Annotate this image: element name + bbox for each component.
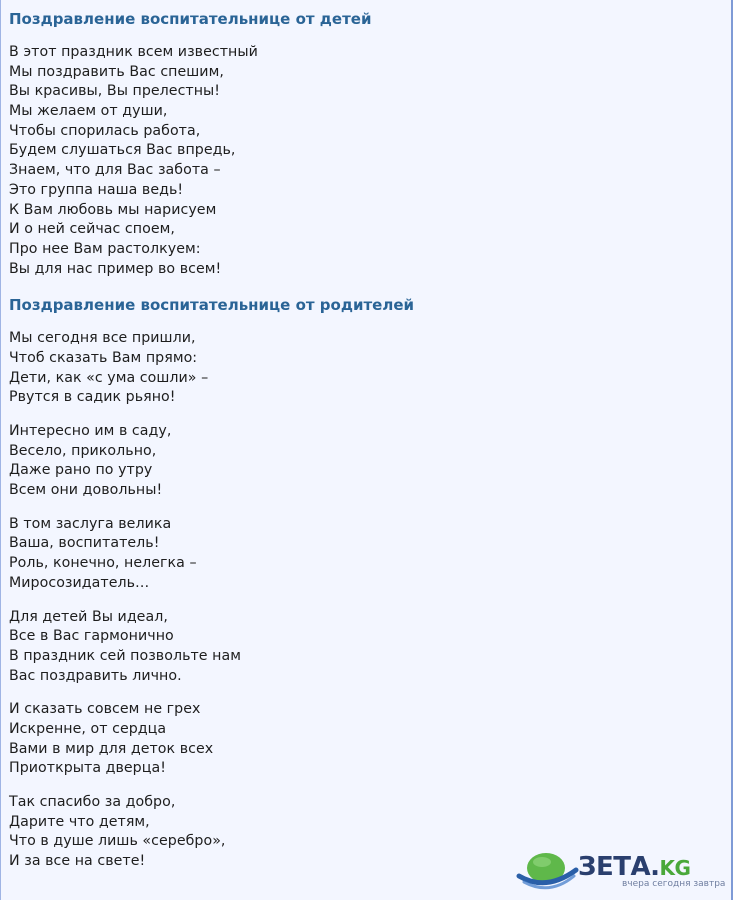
poem-line: Интересно им в саду,	[9, 423, 172, 439]
poem-line: Искренне, от сердца	[9, 720, 167, 737]
poem-line: Так спасибо за добро,	[9, 794, 176, 810]
poem-line: Мы сегодня все пришли,	[9, 330, 196, 347]
poem-line: Чтоб сказать Вам прямо:	[9, 349, 198, 366]
stanza	[9, 608, 709, 687]
section-heading-from-children: Поздравление воспитательнице от детей	[9, 10, 372, 28]
poem-line: Приоткрыта дверца!	[9, 760, 166, 777]
poem-line: Для детей Вы идеал,	[9, 608, 168, 625]
poem-line: Мы поздравить Вас спешим,	[9, 63, 224, 80]
stanza	[9, 700, 709, 779]
poem-from-children	[9, 43, 709, 279]
globe-icon	[516, 846, 580, 896]
stanza	[9, 422, 709, 501]
poem-line: Чтобы спорилась работа,	[9, 122, 201, 139]
article-content	[9, 9, 709, 872]
poem-line: Вы красивы, Вы прелестны!	[9, 83, 221, 100]
site-logo-watermark	[516, 846, 736, 896]
poem-line: Роль, конечно, нелегка –	[9, 555, 197, 572]
poem-line: Будем слушаться Вас впредь,	[9, 142, 236, 159]
section-heading-from-parents: Поздравление воспитательнице от родителей	[9, 296, 414, 315]
poem-line: В том заслуга велика	[9, 515, 172, 532]
stanza	[9, 515, 709, 594]
poem-line: Знаем, что для Вас забота –	[9, 162, 221, 179]
poem-line: Все в Вас гармонично	[9, 628, 174, 645]
stanza	[9, 43, 709, 279]
poem-line: Это группа наша ведь!	[9, 181, 184, 198]
poem-line: Вами в мир для деток всех	[9, 740, 214, 757]
poem-line: Рвутся в садик рьяно!	[9, 389, 176, 406]
poem-line: Всем они довольны!	[9, 482, 163, 499]
logo-brand: ЗЕТА.KG	[578, 852, 691, 882]
poem-line: В этот праздник всем известный	[9, 44, 258, 60]
poem-line: В праздник сей позвольте нам	[9, 647, 241, 664]
poem-line: Про нее Вам растолкуем:	[9, 240, 201, 257]
poem-line: Дети, как «с ума сошли» –	[9, 369, 209, 386]
poem-line: Вас поздравить лично.	[9, 667, 182, 684]
poem-line: Мы желаем от души,	[9, 103, 168, 120]
poem-line: И о ней сейчас споем,	[9, 221, 175, 238]
poem-line: Миросозидатель…	[9, 574, 150, 591]
poem-line: Даже рано по утру	[9, 462, 153, 479]
poem-line: Дарите что детям,	[9, 813, 150, 830]
poem-line: Ваша, воспитатель!	[9, 535, 160, 552]
poem-line: Вы для нас пример во всем!	[9, 260, 222, 277]
poem-line: Что в душе лишь «серебро»,	[9, 833, 226, 850]
logo-slogan: вчера сегодня завтра	[622, 879, 726, 889]
poem-line: К Вам любовь мы нарисуем	[9, 201, 217, 218]
stanza	[9, 329, 709, 408]
poem-from-parents	[9, 329, 709, 872]
poem-line: И за все на свете!	[9, 853, 146, 870]
poem-line: Весело, прикольно,	[9, 442, 157, 459]
poem-line: И сказать совсем не грех	[9, 701, 201, 718]
